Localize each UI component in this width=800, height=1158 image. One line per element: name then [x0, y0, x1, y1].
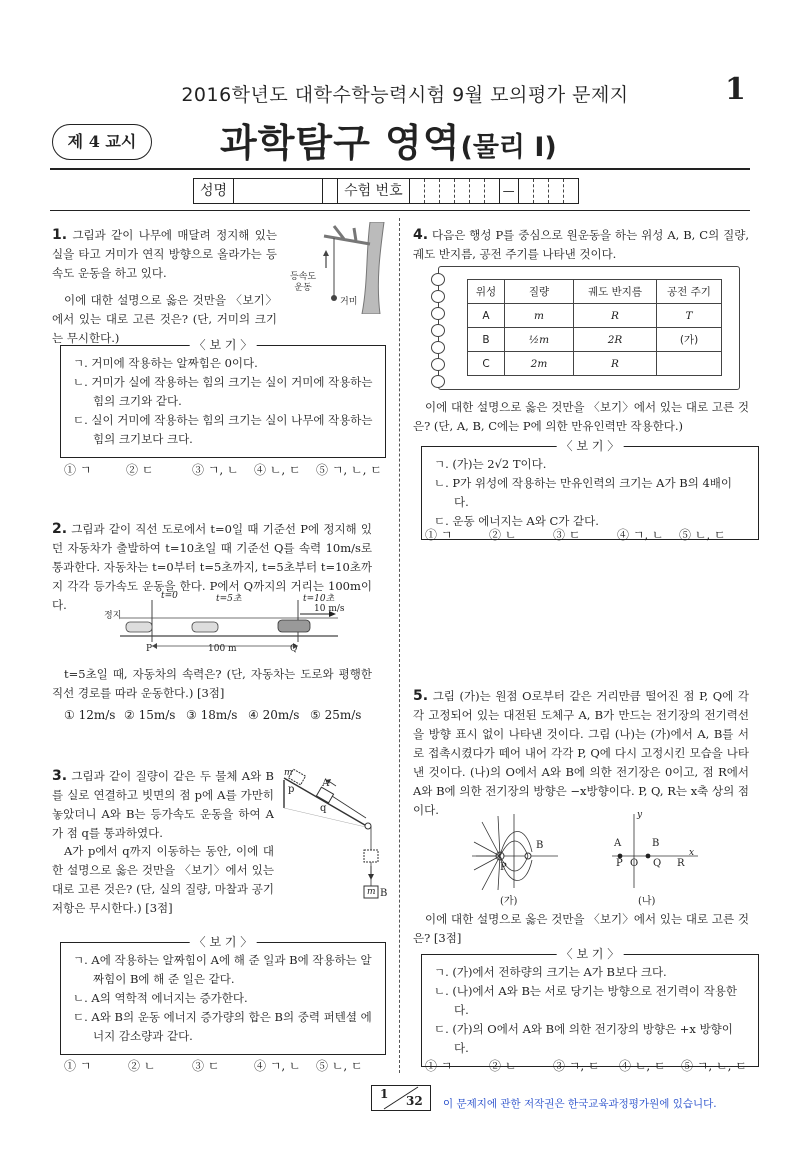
table-cell: B [468, 328, 505, 352]
q1-bogi-title: 〈 보 기 〉 [190, 336, 257, 355]
q5-choice-4[interactable]: ④ ㄴ, ㄷ [619, 1059, 666, 1073]
q4-text: 다음은 행성 P를 중심으로 원운동을 하는 위성 A, B, C의 질량, 궤도 반지름, 공전 주기를 나타낸 것이다. [413, 228, 750, 261]
q3-choices [64, 1057, 384, 1074]
q5-number: 5. [413, 688, 429, 704]
q5-item-3: ㄷ. (가)의 O에서 A와 B에 의한 전기장의 방향은 +x 방향이다. [434, 1022, 733, 1055]
q2-choice-3[interactable]: ③ 18m/s [186, 708, 238, 722]
table-cell: R [574, 304, 657, 328]
q3-fig-q: q [320, 803, 327, 814]
q3-choice-4[interactable]: ④ ㄱ, ㄴ [254, 1059, 301, 1073]
q5-fig-label-b2: B [652, 838, 660, 849]
subject-title [220, 112, 557, 167]
question-5 [413, 687, 749, 820]
q1-figure [284, 222, 388, 314]
q1-choice-2[interactable]: ② ㄷ [126, 463, 154, 477]
q1-fig-label1: 등속도 [290, 272, 317, 282]
q4-item-3: ㄷ. 운동 에너지는 A와 C가 같다. [434, 514, 599, 528]
q1-fig-label3: 거미 [340, 297, 358, 307]
q3-text: 그림과 같이 질량이 같은 두 물체 A와 B를 실로 연결하고 빗면의 점 p에 A를 가만히 놓았더니 A와 B는 등가속도 운동을 하여 A가 점 q를 통과하였다. [52, 769, 275, 840]
q4-choice-2[interactable]: ② ㄴ [489, 528, 517, 542]
page-indicator [371, 1085, 431, 1111]
question-1 [52, 226, 387, 348]
q5-item-2: ㄴ. (나)에서 A와 B는 서로 당기는 방향으로 전기력이 작용한다. [434, 984, 738, 1017]
exam-no-field[interactable] [410, 179, 578, 203]
q3-number: 3. [52, 768, 68, 784]
question-3 [52, 767, 274, 843]
name-exam-box [193, 178, 579, 204]
q5-fig-label-r: R [677, 858, 685, 869]
q4-satellite-table [467, 279, 722, 376]
q5-fig-label-p2: P [616, 858, 623, 869]
q3-fig-m2: m [367, 887, 376, 897]
q1-fig-label2: 운동 [294, 283, 312, 293]
spider-icon [331, 295, 337, 301]
table-cell: ½m [505, 328, 574, 352]
exam-title: 2016학년도 대학수학능력시험 9월 모의평가 문제지 [181, 84, 629, 106]
q5-choices [425, 1057, 755, 1074]
q1-number: 1. [52, 227, 68, 243]
q2-choice-2[interactable]: ② 15m/s [124, 708, 176, 722]
table-header-row [468, 280, 722, 304]
q1-choices [64, 461, 384, 478]
table-row [468, 328, 722, 352]
q1-item-2: ㄴ. 거미가 실에 작용하는 힘의 크기는 실이 거미에 작용하는 힘의 크기와 같다. [73, 375, 373, 408]
q5-figure-ga [470, 812, 560, 890]
q5-choice-3[interactable]: ③ ㄱ, ㄷ [553, 1059, 600, 1073]
q1-choice-1[interactable]: ① ㄱ [64, 463, 92, 477]
copyright-notice: 이 문제지에 관한 저작권은 한국교육과정평가원에 있습니다. [443, 1098, 717, 1110]
q5-fig-label-a: A [614, 838, 622, 849]
q4-item-1: ㄱ. (가)는 2√2 T이다. [434, 457, 547, 471]
table-header: 질량 [505, 280, 574, 304]
q4-choice-5[interactable]: ⑤ ㄴ, ㄷ [679, 528, 726, 542]
q5-ask: 이에 대한 설명으로 옳은 것만을 〈보기〉에서 있는 대로 고른 것은? [3점] [413, 912, 749, 945]
spiral-binding-icon [431, 273, 445, 392]
q4-bogi-title: 〈 보 기 〉 [557, 437, 624, 456]
q5-fig-label-x: x [689, 848, 695, 858]
q3-item-1: ㄱ. A에 작용하는 알짜힘이 A에 해 준 일과 B에 작용하는 알짜힘이 B에 해 준 일은 같다. [73, 953, 372, 986]
subject-main: 과학탐구 영역 [220, 121, 461, 165]
table-row [468, 352, 722, 376]
table-header: 궤도 반지름 [574, 280, 657, 304]
q5-figure-na [610, 812, 700, 890]
q2-number: 2. [52, 521, 68, 537]
q5-fig-label-p: P [500, 862, 507, 873]
table-cell: T [657, 304, 722, 328]
q3-item-3: ㄷ. A와 B의 운동 에너지 증가량의 합은 B의 중력 퍼텐셜 에너지 감소량과 같다. [73, 1010, 372, 1043]
q4-choice-4[interactable]: ④ ㄱ, ㄴ [617, 528, 664, 542]
q1-text: 그림과 같이 나무에 매달려 정지해 있는 실을 타고 거미가 연직 방향으로 올라가는 등속도 운동을 하고 있다. [52, 228, 277, 280]
q1-ask: 이에 대한 설명으로 옳은 것만을 〈보기〉에서 있는 대로 고른 것은? (단, 거미의 크기는 무시한다.) [52, 293, 277, 345]
subject-sub: (물리 I) [460, 132, 557, 163]
q2-fig-p: P [146, 644, 153, 654]
q5-fig-label-o: O [630, 858, 639, 869]
q3-fig-a: A [322, 778, 330, 789]
table-cell: m [505, 304, 574, 328]
table-cell: 2m [505, 352, 574, 376]
q3-fig-p: p [288, 784, 295, 795]
page-number: 1 [725, 72, 746, 107]
q2-fig-t0: t=0 [161, 591, 178, 601]
q5-bogi-box [421, 947, 759, 1067]
q3-choice-3[interactable]: ③ ㄷ [192, 1059, 220, 1073]
table-cell [657, 352, 722, 376]
q1-choice-3[interactable]: ③ ㄱ, ㄴ [192, 463, 239, 477]
q2-choice-5[interactable]: ⑤ 25m/s [310, 708, 362, 722]
header-rule-bottom [50, 210, 750, 211]
table-cell: R [574, 352, 657, 376]
q2-fig-stop: 정지 [104, 611, 122, 621]
exam-no-label: 수험 번호 [338, 179, 410, 203]
q2-choices [64, 708, 394, 722]
table-row [468, 304, 722, 328]
column-divider [399, 218, 400, 1073]
q3-ask: A가 p에서 q까지 이동하는 동안, 이에 대한 설명으로 옳은 것만을 〈보기〉에서 있는 대로 고른 것은? (단, 실의 질량, 마찰과 공기 저항은 무시한다.) [3점] [52, 844, 274, 915]
q2-ask: t=5초일 때, 자동차의 속력은? (단, 자동차는 도로와 평행한 직선 경로를 따라 운동한다.) [3점] [52, 667, 372, 700]
q4-choice-3[interactable]: ③ ㄷ [553, 528, 581, 542]
q4-notebook [438, 266, 740, 390]
q1-bogi-box [60, 338, 386, 458]
q5-choice-1[interactable]: ① ㄱ [425, 1059, 453, 1073]
q5-fig-label-b: B [536, 840, 544, 851]
q4-item-2: ㄴ. P가 위성에 작용하는 만유인력의 크기는 A가 B의 4배이다. [434, 476, 732, 509]
q3-choice-2[interactable]: ② ㄴ [128, 1059, 156, 1073]
q5-item-1: ㄱ. (가)에서 전하량의 크기는 A가 B보다 크다. [434, 965, 667, 979]
q3-fig-m1: m [284, 768, 293, 778]
table-cell: (가) [657, 328, 722, 352]
q1-choice-4[interactable]: ④ ㄴ, ㄷ [254, 463, 301, 477]
q3-bogi-box [60, 935, 386, 1055]
q2-fig-speed: 10 m/s [314, 604, 345, 614]
q5-fig-label-q: Q [653, 858, 662, 869]
table-header: 위성 [468, 280, 505, 304]
q5-text: 그림 (가)는 원점 O로부터 같은 거리만큼 떨어진 점 P, Q에 각각 고정되어 있는 대전된 도체구 A, B가 만드는 전기장의 전기력선을 방향 표시 없이 나타낸 것이다. 그림 (나)는 (가)에서 A, B를 서로 접촉시켰다가 떼어 내어 각각 P, Q에 다시 고정시킨 모습을 나타낸 것이다. (나)의 O에서 A와 B에 의한 전기장은 0이고, 점 R에서 A와 B에 의한 전기장의 방향은 −x방향이다. P, Q, R는 x축 상의 점이다. [413, 689, 750, 817]
q3-item-2: ㄴ. A의 역학적 에너지는 증가한다. [73, 991, 248, 1005]
header-rule-top [50, 168, 750, 170]
table-cell: A [468, 304, 505, 328]
q5-choice-2[interactable]: ② ㄴ [489, 1059, 517, 1073]
q5-caption-ga: (가) [500, 896, 518, 907]
q4-ask: 이에 대한 설명으로 옳은 것만을 〈보기〉에서 있는 대로 고른 것은? (단, A, B, C에는 P에 의한 만유인력만 작용한다.) [413, 400, 749, 433]
q5-choice-5[interactable]: ⑤ ㄱ, ㄴ, ㄷ [681, 1059, 747, 1073]
q2-fig-t5: t=5초 [216, 594, 242, 604]
q2-fig-q: Q [290, 644, 298, 654]
q2-fig-t10: t=10초 [303, 594, 335, 604]
q1-item-3: ㄷ. 실이 거미에 작용하는 힘의 크기는 실이 나무에 작용하는 힘의 크기보다 크다. [73, 413, 373, 446]
q5-caption-na: (나) [638, 896, 656, 907]
q2-fig-dist: 100 m [208, 644, 237, 654]
q4-number: 4. [413, 227, 429, 243]
question-4 [413, 226, 749, 264]
name-label: 성명 [194, 179, 234, 203]
period-badge: 제 4 교시 [52, 124, 152, 160]
q5-fig-label-y: y [637, 810, 643, 820]
q3-choice-1[interactable]: ① ㄱ [64, 1059, 92, 1073]
q3-fig-b: B [380, 888, 388, 899]
table-cell: C [468, 352, 505, 376]
q1-choice-5[interactable]: ⑤ ㄱ, ㄴ, ㄷ [316, 463, 382, 477]
q3-choice-5[interactable]: ⑤ ㄴ, ㄷ [316, 1059, 363, 1073]
q3-bogi-title: 〈 보 기 〉 [190, 933, 257, 952]
q2-choice-4[interactable]: ④ 20m/s [248, 708, 300, 722]
table-cell: 2R [574, 328, 657, 352]
page-current: 1 [380, 1087, 389, 1101]
q4-choices [425, 526, 755, 543]
exam-no-dash: — [500, 179, 519, 203]
q1-item-1: ㄱ. 거미에 작용하는 알짜힘은 0이다. [73, 356, 258, 370]
q5-bogi-title: 〈 보 기 〉 [557, 945, 624, 964]
name-field[interactable] [234, 179, 323, 203]
q2-choice-1[interactable]: ① 12m/s [64, 708, 116, 722]
q4-choice-1[interactable]: ① ㄱ [425, 528, 453, 542]
page-total: 32 [406, 1094, 423, 1108]
table-header: 공전 주기 [657, 280, 722, 304]
q2-text: 그림과 같이 직선 도로에서 t=0일 때 기준선 P에 정지해 있던 자동차가 출발하여 t=10초일 때 기준선 Q를 속력 10m/s로 통과한다. 자동차는 t=0부터 t=5초까지, t=5초부터 t=10초까지 각각 등가속도 운동을 한다. P에서 Q까지의 거리는 100m이다. [52, 522, 372, 612]
